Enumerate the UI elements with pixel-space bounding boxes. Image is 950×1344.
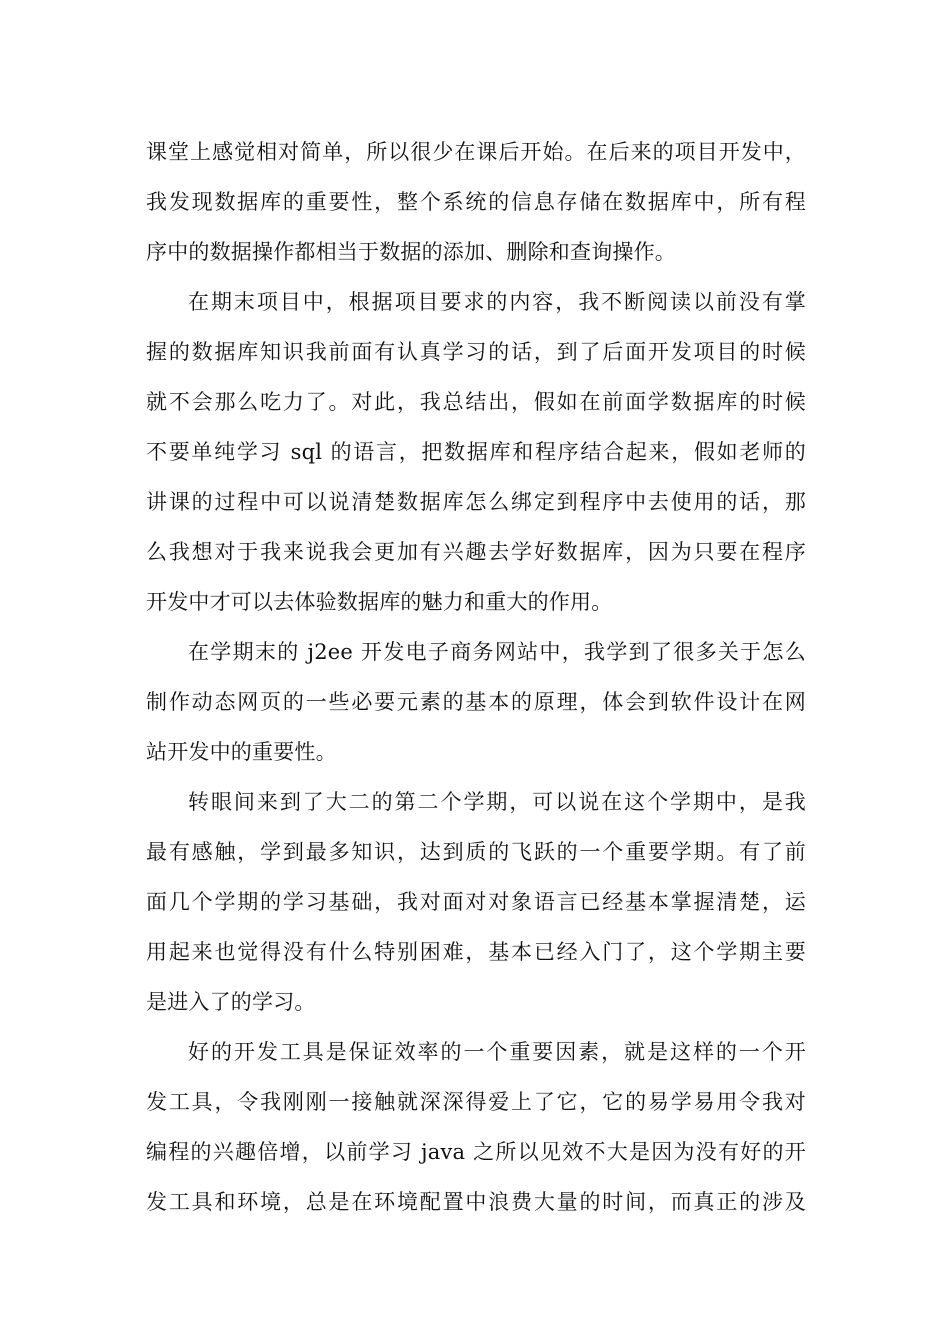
text-line: 是进入了的学习。	[146, 990, 316, 1014]
text-line: 好的开发工具是保证效率的一个重要因素，就是这样的一个开	[188, 1040, 806, 1064]
text-line: 发工具和环境，总是在环境配置中浪费大量的时间，而真正的涉及	[146, 1190, 806, 1214]
text-line: 课堂上感觉相对简单，所以很少在课后开始。在后来的项目开发中，	[146, 140, 806, 164]
text-line: 制作动态网页的一些必要元素的基本的原理，体会到软件设计在网	[146, 690, 806, 714]
text-line: 编程的兴趣倍增，以前学习 java 之所以见效不大是因为没有好的开	[146, 1140, 806, 1164]
paragraph-1	[146, 127, 806, 277]
text-line: 站开发中的重要性。	[146, 740, 337, 764]
paragraph-3	[146, 627, 806, 777]
paragraph-5	[146, 1027, 806, 1227]
text-line: 用起来也觉得没有什么特别困难，基本已经入门了，这个学期主要	[146, 940, 806, 964]
text-line: 开发中才可以去体验数据库的魅力和重大的作用。	[146, 590, 613, 614]
text-line: 讲课的过程中可以说清楚数据库怎么绑定到程序中去使用的话，那	[146, 490, 806, 514]
text-line: 么我想对于我来说我会更加有兴趣去学好数据库，因为只要在程序	[146, 540, 806, 564]
text-line: 我发现数据库的重要性，整个系统的信息存储在数据库中，所有程	[146, 190, 806, 214]
text-line: 最有感触，学到最多知识，达到质的飞跃的一个重要学期。有了前	[146, 840, 806, 864]
text-line: 在学期末的 j2ee 开发电子商务网站中，我学到了很多关于怎么	[188, 640, 806, 664]
text-line: 不要单纯学习 sql 的语言，把数据库和程序结合起来，假如老师的	[146, 440, 806, 464]
text-line: 在期末项目中，根据项目要求的内容，我不断阅读以前没有掌	[188, 290, 806, 314]
text-line: 握的数据库知识我前面有认真学习的话，到了后面开发项目的时候	[146, 340, 806, 364]
document-page	[146, 127, 806, 1227]
text-line: 面几个学期的学习基础，我对面对对象语言已经基本掌握清楚，运	[146, 890, 806, 914]
text-line: 转眼间来到了大二的第二个学期，可以说在这个学期中，是我	[188, 790, 806, 814]
text-line: 就不会那么吃力了。对此，我总结出，假如在前面学数据库的时候	[146, 390, 806, 414]
paragraph-2	[146, 277, 806, 627]
text-line: 序中的数据操作都相当于数据的添加、删除和查询操作。	[146, 240, 676, 264]
text-line: 发工具，令我刚刚一接触就深深得爱上了它，它的易学易用令我对	[146, 1090, 806, 1114]
paragraph-4	[146, 777, 806, 1027]
